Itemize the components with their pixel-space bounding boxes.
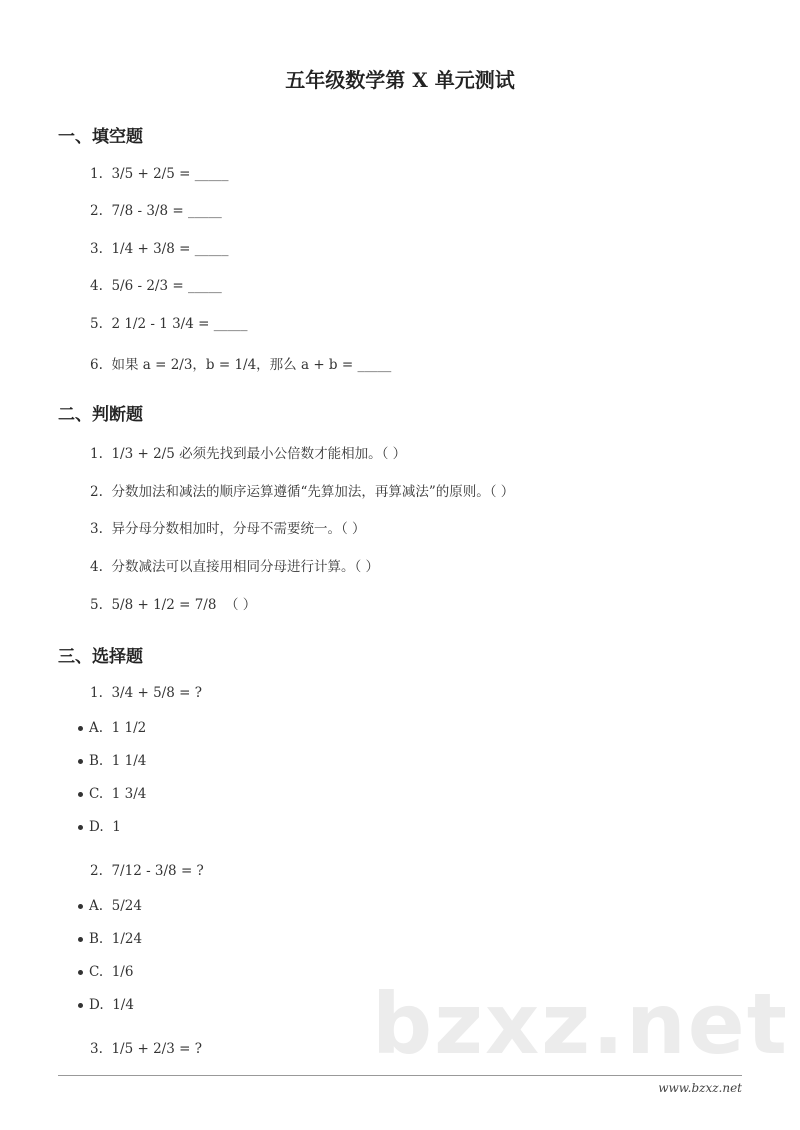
option: D. 1 xyxy=(78,819,121,835)
option: C. 1 3/4 xyxy=(78,786,146,802)
section-heading-fill-in: 一、填空题 xyxy=(58,127,143,147)
bullet-icon xyxy=(78,970,83,975)
list-item: 2. 7/8 - 3/8 = _____ xyxy=(90,203,222,219)
list-item: 4. 5/6 - 2/3 = _____ xyxy=(90,278,222,294)
list-item: 1. 1/3 + 2/5 必须先找到最小公倍数才能相加。（ ） xyxy=(90,446,407,462)
list-item: 2. 分数加法和减法的顺序运算遵循“先算加法，再算减法”的原则。（ ） xyxy=(90,484,515,500)
option: B. 1/24 xyxy=(78,931,142,947)
list-item: 5. 2 1/2 - 1 3/4 = _____ xyxy=(90,316,248,332)
question: 2. 7/12 - 3/8 = ? xyxy=(90,863,204,879)
bullet-icon xyxy=(78,825,83,830)
bullet-icon xyxy=(78,937,83,942)
list-item: 6. 如果 a = 2/3，b = 1/4，那么 a + b = _____ xyxy=(90,357,392,373)
bullet-icon xyxy=(78,1003,83,1008)
bullet-icon xyxy=(78,759,83,764)
list-item: 3. 1/4 + 3/8 = _____ xyxy=(90,241,229,257)
list-item: 1. 3/5 + 2/5 = _____ xyxy=(90,166,229,182)
footer-url: www.bzxz.net xyxy=(658,1081,742,1095)
watermark: bzxz.net xyxy=(372,975,789,1073)
option: B. 1 1/4 xyxy=(78,753,146,769)
option: A. 1 1/2 xyxy=(78,720,146,736)
option: D. 1/4 xyxy=(78,997,134,1013)
section-heading-multiple-choice: 三、选择题 xyxy=(58,647,143,667)
option: C. 1/6 xyxy=(78,964,133,980)
question: 3. 1/5 + 2/3 = ? xyxy=(90,1041,202,1057)
question: 1. 3/4 + 5/8 = ? xyxy=(90,685,202,701)
section-heading-true-false: 二、判断题 xyxy=(58,405,143,425)
list-item: 5. 5/8 + 1/2 = 7/8 （ ） xyxy=(90,597,257,613)
bullet-icon xyxy=(78,726,83,731)
footer-divider xyxy=(58,1075,742,1076)
bullet-icon xyxy=(78,904,83,909)
list-item: 3. 异分母分数相加时，分母不需要统一。（ ） xyxy=(90,521,366,537)
page-title: 五年级数学第 X 单元测试 xyxy=(285,68,515,92)
option: A. 5/24 xyxy=(78,898,142,914)
bullet-icon xyxy=(78,792,83,797)
list-item: 4. 分数减法可以直接用相同分母进行计算。（ ） xyxy=(90,559,380,575)
